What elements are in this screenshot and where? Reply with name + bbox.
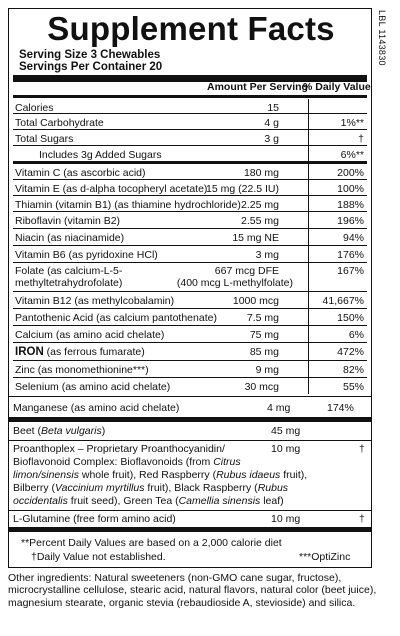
latin-name: occidentalis (13, 495, 68, 507)
nutrient-row (13, 343, 367, 361)
nutrient-row (13, 309, 367, 326)
nutrient-name: Manganese (as amino acid chelate) (13, 402, 180, 414)
nutrient-dv: 94% (342, 232, 364, 244)
nutrient-dv: 188% (337, 199, 364, 211)
nutrient-row (13, 196, 367, 212)
nutrient-amount: 3 mg (255, 249, 279, 261)
nutrient-name: Vitamin B6 (as pyridoxine HCl) (15, 249, 158, 261)
nutrient-row (13, 326, 367, 343)
nutrient-amount: 4 mg (267, 402, 291, 414)
nutrient-amount: 3 g (264, 133, 279, 145)
nutrient-row (13, 114, 367, 130)
latin-name: Rubus (257, 482, 289, 494)
text-span: fruit seed), Green Tea ( (67, 495, 179, 507)
latin-name: Rubus idaeus (216, 469, 281, 481)
nutrient-dv: 100% (337, 183, 364, 195)
iron-label: IRON (15, 346, 44, 358)
proanthoplex-line (13, 469, 307, 482)
dv-header: % Daily Value (303, 81, 371, 93)
column-divider (308, 99, 309, 394)
nutrient-dv: 41,667% (322, 295, 364, 307)
nutrient-dv: † (359, 513, 365, 525)
nutrient-dv: 472% (337, 346, 364, 358)
nutrient-amount: 15 (267, 102, 279, 114)
proanthoplex-description (13, 443, 307, 508)
serving-size: Serving Size 3 Chewables (19, 49, 161, 61)
nutrient-name: Vitamin E (as d-alpha tocopheryl acetate) (15, 183, 208, 195)
nutrient-amount: 9 mg (255, 364, 279, 376)
nutrient-row (13, 292, 367, 309)
nutrient-name: Zinc (as monomethionine***) (15, 364, 149, 376)
text-span: fruit), Black Raspberry ( (144, 482, 258, 494)
nutrient-name-iron (15, 346, 145, 358)
nutrient-amount: 30 mcg (244, 381, 279, 393)
latin-name: Vaccinium myrtillus (55, 482, 145, 494)
proanthoplex-row (9, 440, 371, 511)
column-header-rule (13, 95, 367, 98)
nutrient-amount: 75 mg (249, 329, 279, 341)
text-span: leaf) (260, 495, 284, 507)
nutrient-name: Calories (15, 102, 54, 114)
nutrient-dv: 176% (337, 249, 364, 261)
nutrient-row (13, 146, 367, 162)
nutrient-dv: † (359, 443, 365, 455)
nutrient-name: Selenium (as amino acid chelate) (15, 381, 171, 393)
nutrient-name: Vitamin C (as ascorbic acid) (15, 167, 146, 179)
nutrient-amount: 15 mg NE (232, 232, 279, 244)
nutrient-name: Vitamin B12 (as methylcobalamin) (15, 295, 175, 307)
nutrient-row (13, 378, 367, 394)
nutrient-dv: 6% (348, 329, 364, 341)
beet-name: Beet ( (13, 425, 42, 437)
text-span: Bilberry ( (13, 482, 56, 494)
nutrient-dv: 1%** (340, 117, 364, 129)
servings-per-container: Servings Per Container 20 (19, 61, 163, 73)
nutrient-dv: † (358, 133, 364, 145)
nutrient-row (13, 212, 367, 229)
side-label: LBL 1143830 (377, 10, 387, 66)
nutrient-amount: 180 mg (243, 167, 279, 179)
text-span: fruit), (280, 469, 308, 481)
nutrient-name: Total Sugars (15, 133, 74, 145)
nutrient-amount: 2.25 mg (241, 199, 279, 211)
nutrient-amount: 45 mg (271, 425, 301, 437)
nutrient-name: Riboflavin (vitamin B2) (15, 215, 121, 227)
nutrient-name: Calcium (as amino acid chelate) (15, 329, 165, 341)
nutrient-dv: 55% (342, 381, 364, 393)
nutrient-dv: 200% (337, 167, 364, 179)
latin-name: Citrus (213, 456, 241, 468)
nutrient-name: Includes 3g Added Sugars (39, 149, 162, 161)
text-span: whole fruit), Red Raspberry ( (78, 469, 217, 481)
beet-latin: Beta vulgaris (41, 425, 102, 437)
nutrient-dv: 82% (342, 364, 364, 376)
nutrient-row (13, 130, 367, 146)
nutrient-dv: 6%** (340, 149, 364, 161)
nutrient-amount: 10 mg (271, 443, 301, 455)
footnote-pdv: **Percent Daily Values are based on a 2,000 calorie diet (21, 537, 282, 549)
nutrient-name: Niacin (as niacinamide) (15, 232, 125, 244)
glutamine-row (9, 510, 371, 528)
nutrient-row (13, 246, 367, 263)
nutrient-name: L-Glutamine (free form amino acid) (13, 513, 176, 525)
nutrient-dv: 167% (337, 265, 364, 277)
nutrient-name (13, 425, 105, 437)
nutrient-dv: 196% (337, 215, 364, 227)
nutrient-amount: 10 mg (271, 513, 301, 525)
proanthoplex-line (13, 482, 307, 495)
nutrient-row (13, 361, 367, 378)
nutrient-amount: 1000 mcg (232, 295, 279, 307)
nutrient-name: Thiamin (vitamin B1) (as thiamine hydrochloride) (15, 199, 241, 211)
amount-header: Amount Per Serving (207, 81, 308, 93)
nutrient-dv: 174% (327, 402, 354, 414)
nutrient-name: Total Carbohydrate (15, 117, 104, 129)
latin-name: limon/sinensis (13, 469, 79, 481)
nutrient-name-line2: methyltetrahydrofolate) (15, 277, 123, 289)
nutrient-amount: 667 mcg DFE (214, 265, 279, 277)
beet-name-end: ) (101, 425, 106, 437)
nutrient-name: Pantothenic Acid (as calcium pantothenate) (15, 312, 217, 324)
nutrient-amount: 7.5 mg (246, 312, 279, 324)
additional-ingredients-panel (8, 396, 372, 568)
section-rule (9, 527, 371, 532)
iron-source: (as ferrous fumarate) (43, 346, 145, 358)
nutrient-amount: 4 g (264, 117, 279, 129)
nutrient-amount-line2: (400 mcg L-methylfolate) (176, 277, 293, 289)
other-ingredients: Other ingredients: Natural sweeteners (non-GMO cane sugar, fructose), microcrystalline cellulose, stearic acid, natural flavors, natural color (beet juice), magnesium stearate, organic stevia (rebaudioside A, stevioside) and silica. (8, 572, 377, 609)
proanthoplex-line (13, 456, 307, 469)
nutrient-dv: 150% (337, 312, 364, 324)
nutrient-amount: 2.55 mg (241, 215, 279, 227)
proanthoplex-line: Proanthoplex – Proprietary Proanthocyanidin/ (13, 443, 225, 455)
panel-title: Supplement Facts (47, 10, 335, 47)
nutrient-row (13, 164, 367, 180)
nutrient-row (13, 180, 367, 196)
footnote-dagger: †Daily Value not established. (31, 551, 166, 563)
nutrient-row (13, 99, 367, 114)
footnote-optizinc: ***OptiZinc (299, 551, 351, 563)
text-span: Bioflavonoid Complex: Bioflavonoids (from (13, 456, 214, 468)
proanthoplex-line (13, 495, 307, 508)
latin-name: Camellia sinensis (178, 495, 261, 507)
nutrient-amount: 85 mg (249, 346, 279, 358)
nutrient-name: Folate (as calcium-L-5- (15, 265, 123, 277)
manganese-row (9, 397, 371, 418)
nutrient-amount: 15 mg (22.5 IU) (206, 183, 279, 195)
nutrient-row (13, 229, 367, 246)
beet-row (9, 422, 371, 441)
nutrient-row (13, 263, 367, 292)
